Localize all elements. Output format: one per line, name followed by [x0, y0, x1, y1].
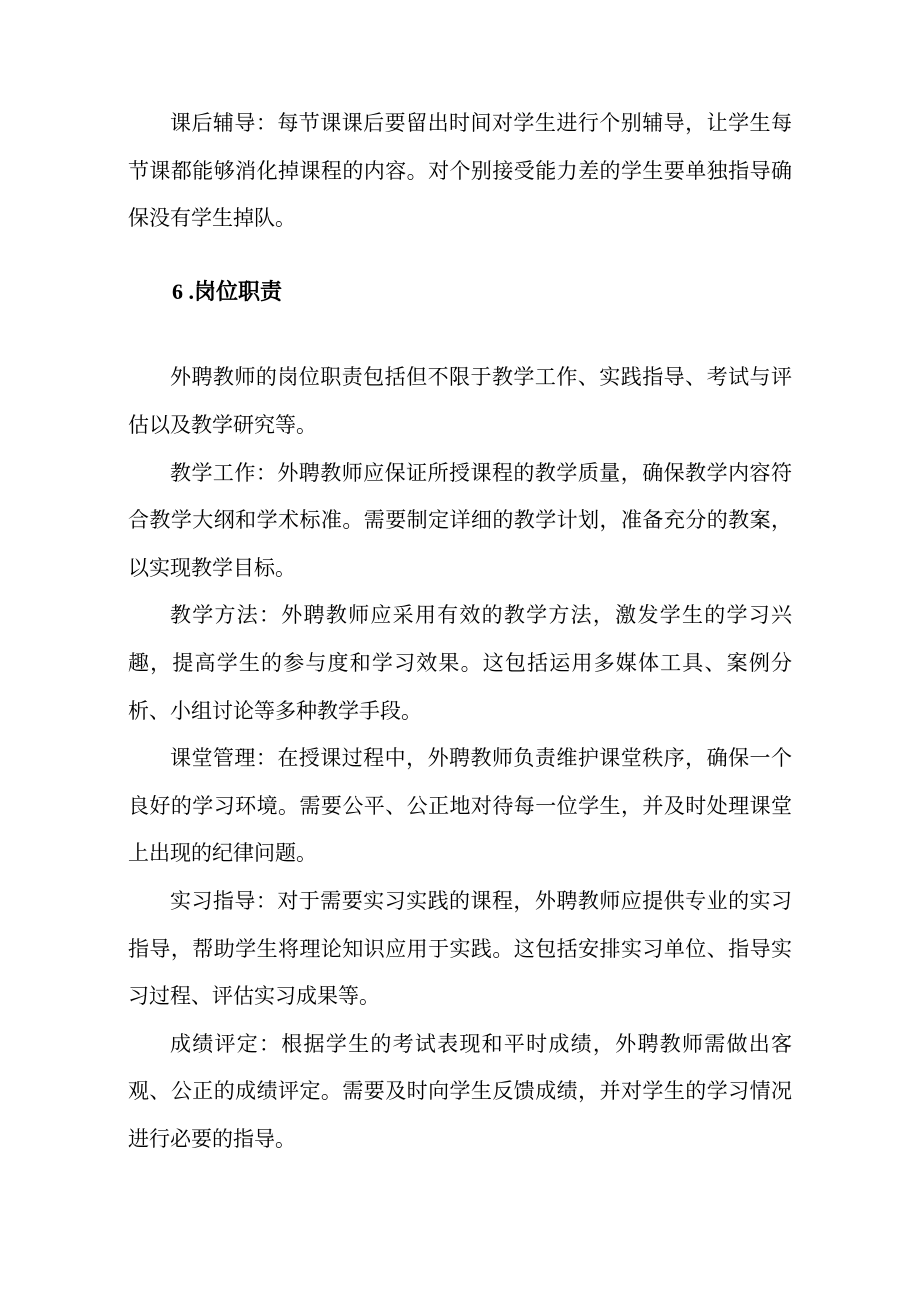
paragraph-teaching-methods: 教学方法：外聘教师应采用有效的教学方法，激发学生的学习兴趣，提高学生的参与度和学习效果。这包括运用多媒体工具、案例分析、小组讨论等多种教学手段。 — [128, 603, 792, 723]
paragraph-duties-overview: 外聘教师的岗位职责包括但不限于教学工作、实践指导、考试与评估以及教学研究等。 — [128, 365, 792, 437]
paragraph-classroom-management: 课堂管理：在授课过程中，外聘教师负责维护课堂秩序，确保一个良好的学习环境。需要公平、公正地对待每一位学生，并及时处理课堂上出现的纪律问题。 — [128, 746, 792, 866]
section-heading — [128, 268, 792, 316]
paragraph-grade-evaluation: 成绩评定：根据学生的考试表现和平时成绩，外聘教师需做出客观、公正的成绩评定。需要及时向学生反馈成绩，并对学生的学习情况进行必要的指导。 — [128, 1031, 792, 1151]
heading-number: 6 . — [172, 278, 194, 304]
heading-title: 岗位职责 — [194, 278, 283, 304]
paragraph-teaching-work: 教学工作：外聘教师应保证所授课程的教学质量，确保教学内容符合教学大纲和学术标准。需要制定详细的教学计划，准备充分的教案，以实现教学目标。 — [128, 460, 792, 580]
paragraph-after-class-tutoring: 课后辅导：每节课课后要留出时间对学生进行个别辅导，让学生每节课都能够消化掉课程的内容。对个别接受能力差的学生要单独指导确保没有学生掉队。 — [128, 111, 792, 231]
paragraph-internship-guidance: 实习指导：对于需要实习实践的课程，外聘教师应提供专业的实习指导，帮助学生将理论知识应用于实践。这包括安排实习单位、指导实习过程、评估实习成果等。 — [128, 888, 792, 1009]
